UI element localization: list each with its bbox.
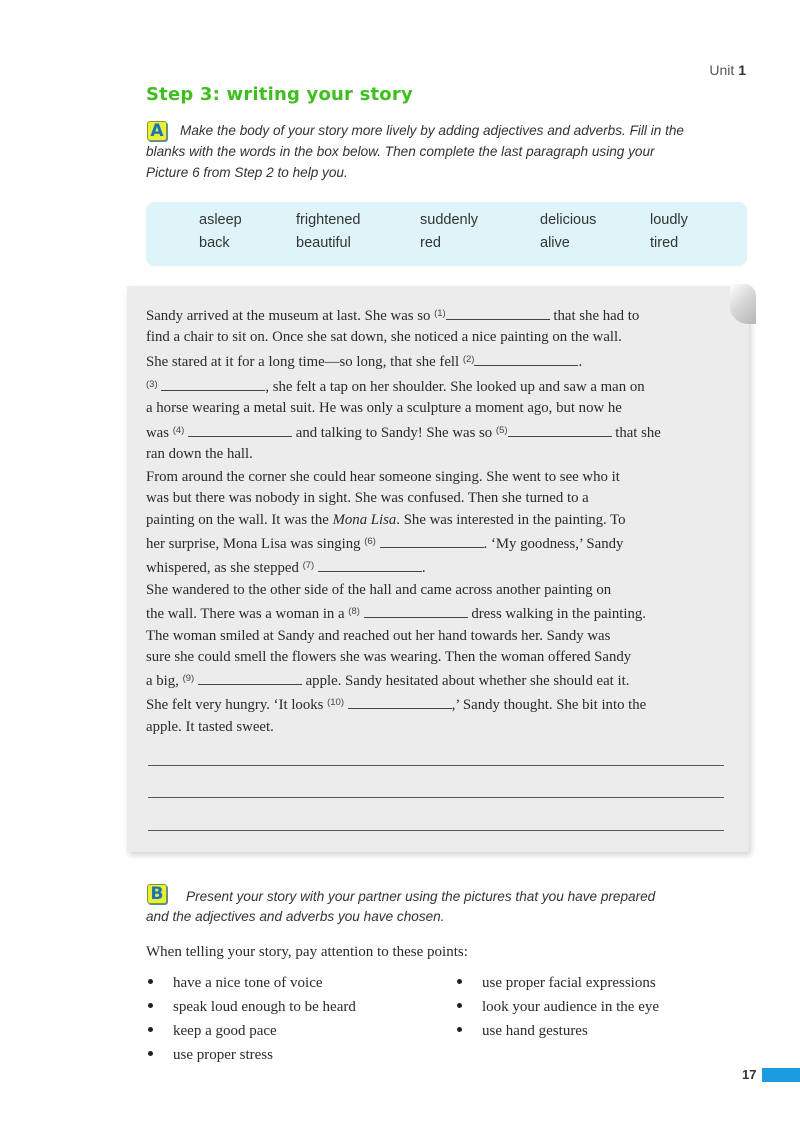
blank-3[interactable] (161, 377, 265, 391)
blank-number: (4) (172, 424, 185, 436)
bullet-icon (457, 1003, 462, 1008)
writing-line[interactable] (148, 830, 724, 831)
bullet-icon (148, 1003, 153, 1008)
point-item: use proper stress (148, 1047, 273, 1064)
section-b-badge: B (147, 884, 167, 904)
page-curl-decoration (730, 284, 756, 324)
point-item: use proper facial expressions (457, 975, 656, 992)
blank-9[interactable] (198, 671, 302, 685)
blank-5[interactable] (508, 423, 612, 437)
bullet-icon (148, 979, 153, 984)
writing-line[interactable] (148, 765, 724, 766)
bullet-icon (457, 1027, 462, 1032)
blank-number: (5) (495, 424, 508, 436)
section-a-badge: A (147, 121, 167, 141)
blank-number: (8) (348, 606, 360, 618)
story-paragraph-3: From around the corner she could hear someone singing. She went to see who it was but there was nobody in sight. She was confused. Then she turned to a painting on the wall. It was the Mona Lisa. She was interested in the painting. To her surprise, Mona Lisa was singing $^{(6)}$ . ‘My goodness,’ Sandy whispered, as she stepped $^{(7)}$ . (146, 469, 626, 577)
blank-number: (10) (327, 697, 344, 709)
blank-6[interactable] (380, 534, 484, 548)
word-box-item: tired (650, 235, 679, 251)
story-paragraph-4: She wandered to the other side of the hall and came across another painting on the wall. There was a woman in a $^{(8)}$ dress walking in the painting. The woman smiled at Sandy and reached out her hand towards her. Sandy was sure she could smell the flowers she was wearing. Then the woman offered Sandy a big, $^{(9)}$ apple. Sandy hesitated about whether she should eat it. She felt very hungry. ‘It looks $^{(10)}$ ,’ Sandy thought. She bit into the apple. It tasted sweet. (146, 582, 647, 735)
blank-7[interactable] (318, 558, 422, 572)
point-item: look your audience in the eye (457, 999, 659, 1016)
blank-number: (2) (462, 353, 475, 365)
blank-10[interactable] (348, 695, 452, 709)
blank-number: (1) (434, 308, 446, 319)
word-box-item: delicious (540, 212, 597, 228)
section-b-instruction-line-2: and the adjectives and adverbs you have chosen. (146, 909, 445, 924)
point-item: keep a good pace (148, 1023, 277, 1040)
word-box-item: suddenly (420, 212, 479, 228)
unit-word: Unit (709, 62, 735, 78)
blank-number: (9) (182, 673, 195, 685)
blank-number: (7) (302, 560, 315, 572)
word-box-item: loudly (650, 212, 688, 228)
word-box-item: alive (540, 235, 570, 251)
points-intro: When telling your story, pay attention to these points: (146, 944, 468, 960)
blank-number: (6) (364, 535, 376, 547)
blank-8[interactable] (364, 604, 468, 618)
unit-number: 1 (738, 62, 746, 78)
page-number-bar (762, 1068, 800, 1082)
section-a-instruction-line-1: Make the body of your story more lively by adding adjectives and adverbs. Fill in the (180, 123, 684, 138)
section-a-instruction-line-3: Picture 6 from Step 2 to help you. (146, 165, 348, 180)
writing-line[interactable] (148, 797, 724, 798)
word-box-item: asleep (199, 212, 242, 228)
blank-4[interactable] (188, 423, 292, 437)
point-item: have a nice tone of voice (148, 975, 323, 992)
step-title: Step 3: writing your story (146, 84, 413, 105)
point-item: speak loud enough to be heard (148, 999, 356, 1016)
word-box-item: red (420, 235, 441, 251)
section-a-instruction-line-2: blanks with the words in the box below. Then complete the last paragraph using your (146, 144, 655, 159)
bullet-icon (457, 979, 462, 984)
bullet-icon (148, 1027, 153, 1032)
unit-label (709, 62, 746, 78)
word-box-item: beautiful (296, 235, 351, 251)
blank-number: (3) (146, 379, 158, 390)
story-paragraph-1: Sandy arrived at the museum at last. She was so $^{(1)}$ that she had to find a chair to sit on. Once she sat down, she noticed a nice painting on the wall. She stared at it for a long time—so long, that she fell $^{(2)}$ . (146, 308, 640, 370)
word-box-item: back (199, 235, 230, 251)
section-b-instruction-line-1: Present your story with your partner using the pictures that you have prepared (186, 889, 656, 904)
point-item: use hand gestures (457, 1023, 588, 1040)
bullet-icon (148, 1051, 153, 1056)
blank-1[interactable] (446, 306, 550, 320)
page-number: 17 (742, 1067, 757, 1082)
blank-2[interactable] (474, 352, 578, 366)
story-paragraph-2: $^{(3)}$ , she felt a tap on her shoulder. She looked up and saw a man on a horse wearing a metal suit. He was only a sculpture a moment ago, but now he was $^{(4)}$ and talking to Sandy! She was so $^{(5)}$ that she ran down the hall. (146, 379, 661, 462)
word-box-item: frightened (296, 212, 361, 228)
